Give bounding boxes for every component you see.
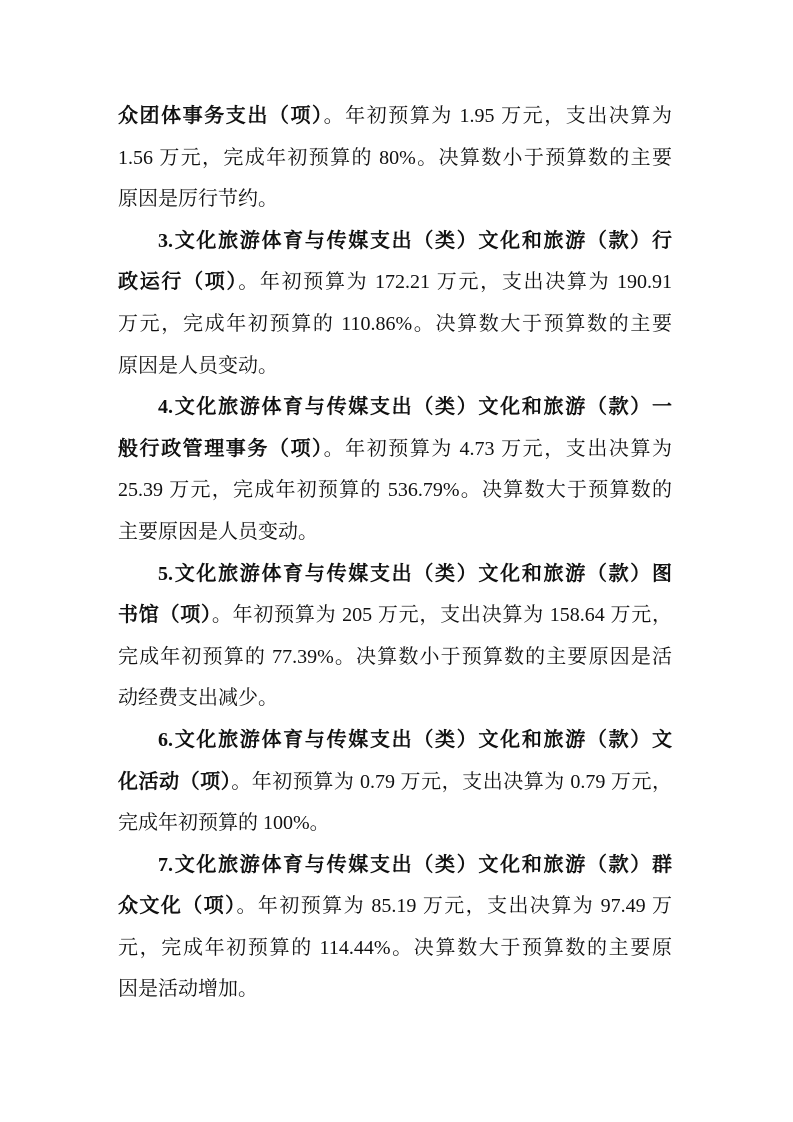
text-segment: 因是活动增加。 — [118, 978, 258, 1001]
text-line — [118, 470, 672, 512]
text-line — [118, 262, 672, 304]
text-segment: 完成年初预算的 77.39%。决算数小于预算数的主要原因是活 — [118, 645, 672, 668]
paragraph-continued — [118, 96, 672, 221]
text-line — [118, 595, 672, 637]
text-segment: 25.39 万元，完成年初预算的 536.79%。决算数大于预算数的 — [118, 479, 672, 502]
text-segment: 。年初预算为 172.21 万元，支出决算为 190.91 — [238, 271, 672, 294]
paragraph-item-3 — [118, 221, 672, 387]
bold-text: 3.文化旅游体育与传媒支出（类）文化和旅游（款）行 — [158, 229, 672, 252]
text-line — [118, 346, 672, 388]
text-segment: 动经费支出减少。 — [118, 687, 278, 710]
bold-text: 政运行（项） — [118, 271, 239, 294]
paragraph-item-4 — [118, 387, 672, 553]
section-heading-line — [118, 554, 672, 596]
bold-text: 书馆（项） — [118, 604, 212, 627]
document-body — [118, 96, 672, 1011]
text-segment: 完成年初预算的 100%。 — [118, 812, 330, 835]
bold-text: 6.文化旅游体育与传媒支出（类）文化和旅游（款）文 — [158, 728, 672, 751]
bold-text: 4.文化旅游体育与传媒支出（类）文化和旅游（款）一 — [158, 396, 672, 419]
bold-text: 7.文化旅游体育与传媒支出（类）文化和旅游（款）群 — [158, 853, 672, 876]
bold-text: 5.文化旅游体育与传媒支出（类）文化和旅游（款）图 — [158, 562, 672, 585]
text-line — [118, 886, 672, 928]
bold-text: 般行政管理事务（项） — [118, 437, 324, 460]
text-segment: 。年初预算为 0.79 万元，支出决算为 0.79 万元， — [231, 770, 672, 793]
text-line — [118, 762, 672, 804]
section-heading-line — [118, 720, 672, 762]
paragraph-item-5 — [118, 554, 672, 720]
text-segment: 。年初预算为 205 万元，支出决算为 158.64 万元， — [211, 604, 672, 627]
text-line — [118, 678, 672, 720]
text-line — [118, 969, 672, 1011]
text-line — [118, 138, 672, 180]
section-heading-line — [118, 845, 672, 887]
section-heading-line — [118, 221, 672, 263]
text-line — [118, 928, 672, 970]
text-segment: 原因是厉行节约。 — [118, 188, 278, 211]
text-segment: 原因是人员变动。 — [118, 354, 278, 377]
bold-text: 众文化（项） — [118, 895, 237, 918]
text-segment: 。年初预算为 1.95 万元，支出决算为 — [323, 105, 672, 127]
text-segment: 主要原因是人员变动。 — [118, 520, 318, 543]
bold-text: 众团体事务支出（项） — [118, 105, 324, 127]
text-line — [118, 429, 672, 471]
text-line — [118, 304, 672, 346]
text-line — [118, 96, 672, 138]
bold-text: 化活动（项） — [118, 770, 232, 793]
text-segment: 万元，完成年初预算的 110.86%。决算数大于预算数的主要 — [118, 312, 672, 335]
text-line — [118, 512, 672, 554]
text-segment: 1.56 万元，完成年初预算的 80%。决算数小于预算数的主要 — [118, 146, 672, 169]
text-segment: 。年初预算为 85.19 万元，支出决算为 97.49 万 — [236, 895, 672, 918]
text-line — [118, 179, 672, 221]
text-line — [118, 637, 672, 679]
section-heading-line — [118, 387, 672, 429]
paragraph-item-7 — [118, 845, 672, 1011]
text-segment: 元，完成年初预算的 114.44%。决算数大于预算数的主要原 — [118, 936, 672, 959]
text-segment: 。年初预算为 4.73 万元，支出决算为 — [323, 437, 672, 460]
text-line — [118, 803, 672, 845]
paragraph-item-6 — [118, 720, 672, 845]
